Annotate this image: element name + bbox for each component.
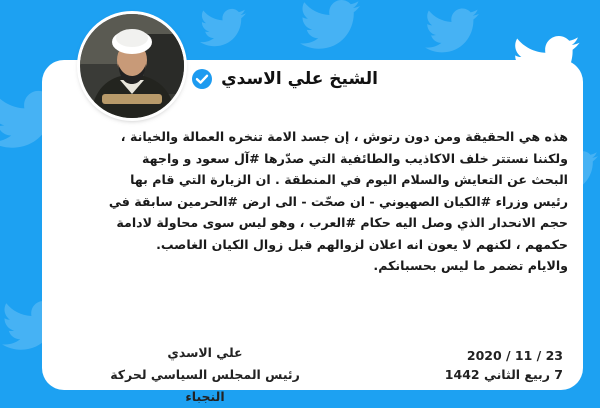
tweet-body <box>50 126 568 277</box>
gregorian-date: 2020 / 11 / 23 <box>466 348 563 363</box>
signature-title: رئيس المجلس السياسي لحركة النجباء <box>110 367 300 404</box>
date-block <box>425 346 563 384</box>
tweet-line: ولكننا نستتر خلف الاكاذيب والطائفية التي صدّرها #آل سعود و واجهة <box>141 150 568 166</box>
tweet-line: والايام تضمر ما ليس بحسبانكم. <box>373 258 568 273</box>
tweet-line: حكمهم ، لكنهم لا يعون انه اعلان لزوالهم قبل زوال الكيان الغاصب. <box>156 236 568 252</box>
background-bird-icon <box>300 0 360 50</box>
verified-check-icon <box>191 68 213 90</box>
signature-name: علي الاسدي <box>167 345 243 360</box>
author-name[interactable]: الشيخ علي الاسدي <box>221 69 378 89</box>
tweet-line: رئيس وزراء #الكيان الصهيوني - ان صحّت - الى ارض #الحرمين سابقة في <box>108 193 568 209</box>
avatar[interactable] <box>80 14 184 118</box>
hijri-date: 7 ربيع الثاني 1442 <box>444 367 563 382</box>
author-row <box>191 66 378 92</box>
background-bird-icon <box>200 8 246 48</box>
twitter-bird-logo-icon <box>512 36 580 92</box>
tweet-line: حجم الانحدار الذي وصل اليه حكام #العرب ، وهو ليس سوى محاولة لادامة <box>116 215 568 230</box>
background-bird-icon <box>425 8 479 54</box>
avatar-portrait-icon <box>80 14 184 118</box>
tweet-line: هذه هي الحقيقة ومن دون رتوش ، إن جسد الامة تنخره العمالة والخيانة ، <box>120 129 568 144</box>
tweet-line: البحث عن التعايش والسلام اليوم في المنطقة . ان الزيارة التي قام بها <box>130 172 568 187</box>
signature-block <box>90 342 320 408</box>
